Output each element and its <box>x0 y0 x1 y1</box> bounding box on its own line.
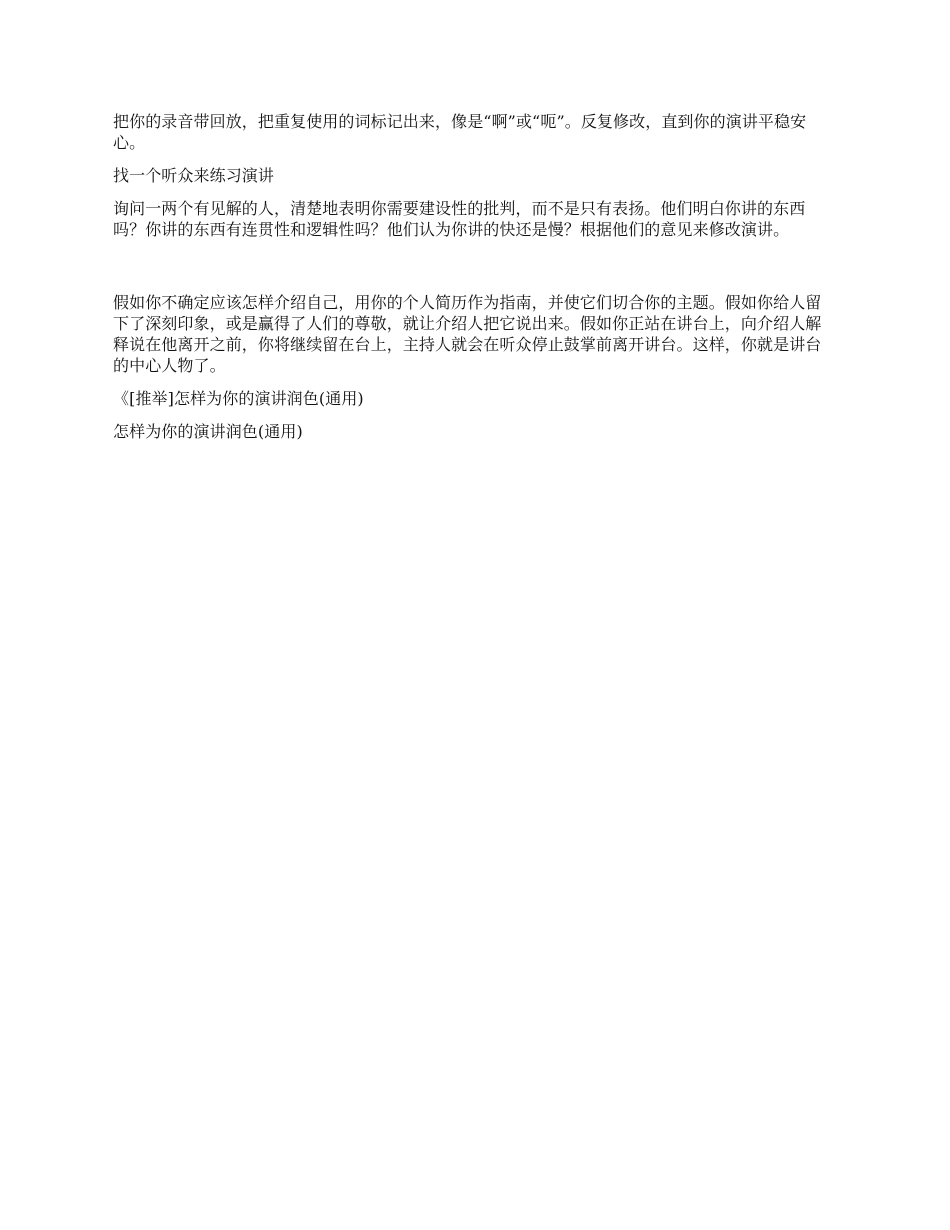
paragraph-self-introduction: 假如你不确定应该怎样介绍自己，用你的个人简历作为指南，并使它们切合你的主题。假如你给人留下了深刻印象，或是赢得了人们的尊敬，就让介绍人把它说出来。假如你正站在讲台上，向介绍人解释说在他离开之前，你将继续留在台上，主持人就会在听众停止鼓掌前离开讲台。这样，你就是讲台的中心人物了。 <box>113 293 822 375</box>
paragraph-spacer <box>113 153 837 165</box>
paragraph-find-audience-heading: 找一个听众来练习演讲 <box>113 166 275 185</box>
paragraph-recommended-title: 《[推举]怎样为你的演讲润色(通用) <box>113 389 364 408</box>
paragraph-spacer <box>113 409 837 421</box>
paragraph-spacer <box>113 186 837 198</box>
paragraph-recording-review: 把你的录音带回放，把重复使用的词标记出来，像是“啊”或“呃”。反复修改，直到你的演讲平稳安心。 <box>113 112 807 152</box>
paragraph-document-title: 怎样为你的演讲润色(通用) <box>113 422 303 441</box>
paragraph-ask-feedback: 询问一两个有见解的人，清楚地表明你需要建设性的批判，而不是只有表扬。他们明白你讲的东西吗？你讲的东西有连贯性和逻辑性吗？他们认为你讲的快还是慢？根据他们的意见来修改演讲。 <box>113 199 806 239</box>
paragraph-spacer <box>113 240 837 292</box>
document-body <box>113 111 837 442</box>
paragraph-spacer <box>113 376 837 388</box>
